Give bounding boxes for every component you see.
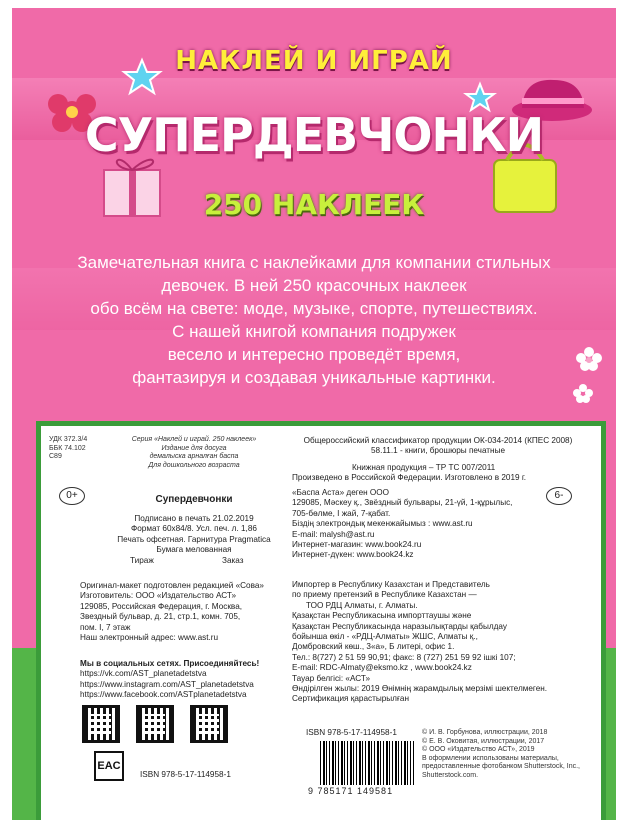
importer-line: Қазақстан Республикасына импорттаушы және (292, 611, 472, 621)
social-link[interactable]: https://www.instagram.com/AST_planetadetstva (80, 679, 254, 689)
udk-line: С89 (49, 453, 62, 461)
importer-line: по приему претензий в Республике Казахстан — (292, 590, 477, 600)
copyright-line: Shutterstock.com. (422, 771, 479, 779)
flower-icon (567, 338, 611, 408)
tr-block (292, 463, 592, 484)
book-title: СУПЕРДЕВЧОНКИ (84, 108, 544, 162)
baspa-line: Біздің электрондық мекенжайымыз : www.ast.ru (292, 519, 473, 529)
copyright-line: © ООО «Издательство АСТ», 2019 (422, 746, 535, 754)
publisher-line: Звездный бульвар, д. 21, стр.1, комн. 705, (80, 612, 241, 622)
importer-line: Сертификация қарастырылған (292, 694, 410, 704)
social-link[interactable]: https://www.facebook.com/ASTplanetadetstva (80, 690, 247, 700)
description-line: С нашей книгой компания подружек (172, 322, 456, 341)
baspa-line: Интернет-дүкен: www.book24.kz (292, 550, 414, 560)
importer-line: Тел.: 8(727) 2 51 59 90,91; факс: 8 (727) 251 59 92 ішкі 107; (292, 652, 516, 662)
age-note: Для дошкольного возраста (148, 461, 240, 469)
social-link[interactable]: https://vk.com/AST_planetadetstva (80, 669, 207, 679)
publisher-line: пом. I, 7 этаж (80, 622, 131, 632)
publisher-line: 129085, Российская Федерация, г. Москва, (80, 601, 243, 611)
udk-line: УДК 372.3/4 (49, 436, 88, 443)
imprint-book-title: Супердевчонки (155, 494, 233, 505)
copyright-line: © И. В. Горбунова, иллюстрации, 2018 (422, 729, 548, 736)
baspa-block (292, 488, 542, 561)
isbn-left: ISBN 978-5-17-114958-1 (140, 770, 231, 779)
print-line: Формат 60x84/8. Усл. печ. л. 1,86 (131, 524, 257, 534)
isbn-right: ISBN 978-5-17-114958-1 (306, 728, 397, 737)
description (42, 251, 586, 389)
copyright-block (422, 729, 592, 781)
print-line: Печать офсетная. Гарнитура Pragmatica (117, 534, 271, 544)
baspa-line: 129085, Мәскеу қ., Звёздный бульвары, 21-үй, 1-құрылыс, (292, 498, 513, 508)
copyright-line: В оформлении использованы материалы, (422, 754, 559, 762)
baspa-line: Интернет-магазин: www.book24.ru (292, 540, 422, 550)
book-back-cover (12, 8, 616, 820)
publisher-line: Оригинал-макет подготовлен редакцией «Сова» (80, 581, 264, 590)
description-line: весело и интересно проведёт время, (167, 345, 461, 364)
okp-line: Общероссийский классификатор продукции ОК-034-2014 (КПЕС 2008) (303, 436, 573, 445)
edition-block (108, 436, 280, 470)
udk-block (49, 436, 87, 462)
baspa-line: E-mail: malysh@ast.ru (292, 529, 375, 539)
edition-line: демалыска арналған баспа (149, 453, 239, 461)
barcode (320, 741, 414, 785)
social-block (80, 659, 300, 701)
okp-line: 58.11.1 - книги, брошюры печатные (370, 446, 506, 456)
importer-line: Импортер в Республику Казахстан и Представитель (292, 580, 490, 589)
eac-mark: EAC (94, 751, 124, 781)
okp-block (288, 436, 588, 457)
copyright-line: © Е. В. Оковитая, иллюстрации, 2017 (422, 737, 545, 745)
barcode-digits: 9 785171 149581 (308, 786, 394, 796)
importer-line: Қазақстан Республикасында наразылықтарды қабылдау (292, 621, 507, 631)
social-title: Мы в социальных сетях. Присоединяйтесь! (80, 659, 260, 668)
importer-line: Тауар белгісі: «АСТ» (292, 673, 371, 683)
series-label: НАКЛЕЙ И ИГРАЙ (175, 46, 453, 76)
baspa-line: 705-бөлме, I жай, 7-қабат. (292, 508, 391, 518)
description-line: фантазируя и создавая уникальные картинки. (132, 368, 496, 387)
baspa-line: «Баспа Аста» деген ООО (292, 488, 390, 497)
age-rating-badge: 6- (546, 487, 572, 505)
publisher-block (80, 581, 290, 643)
description-line: девочек. В ней 250 красочных наклеек (161, 276, 467, 295)
sticker-count: 250 НАКЛЕЕК (203, 188, 425, 221)
age-rating-badge: 0+ (59, 487, 85, 505)
qr-code-icon (136, 705, 174, 743)
star-icon (466, 84, 494, 110)
tr-line: Произведено в Российской Федерации. Изготовлено в 2019 г. (292, 473, 527, 483)
edition-line: Издание для досуга (161, 444, 227, 452)
print-line: Бумага мелованная (156, 545, 232, 555)
tr-line: Книжная продукция – ТР ТС 007/2011 (352, 463, 496, 472)
series-line: Серия «Наклей и играй. 250 наклеек» (131, 436, 257, 443)
importer-line: Өндірілген жылы: 2019 Өнімнің жарамдылық мерзімі шектелмеген. (292, 684, 548, 694)
tirazh-label: Тираж (130, 556, 154, 565)
publisher-line: Наш электронный адрес: www.ast.ru (80, 633, 219, 643)
print-line: Подписано в печать 21.02.2019 (134, 514, 254, 523)
importer-line: Домбровский көш., 3«а», Б литері, офис 1. (292, 642, 455, 652)
publisher-line: Изготовитель: ООО «Издательство АСТ» (80, 591, 237, 601)
qr-code-icon (82, 705, 120, 743)
importer-line: бойынша өкіл - «РДЦ-Алматы» ЖШС, Алматы қ., (292, 632, 478, 642)
description-line: Замечательная книга с наклейками для компании стильных (77, 253, 551, 272)
zakaz-label: Заказ (222, 556, 244, 565)
qr-code-icon (190, 705, 228, 743)
importer-line: ТОО РДЦ Алматы, г. Алматы. (306, 600, 418, 610)
importer-line: E-mail: RDC-Almaty@eksmo.kz , www.book24.kz (292, 663, 472, 673)
print-block (108, 514, 280, 556)
description-line: обо всём на свете: моде, музыке, спорте, путешествиях. (90, 299, 538, 318)
udk-line: ББК 74.102 (49, 444, 86, 452)
copyright-line: предоставленные фотобанком Shutterstock, Inc., (422, 763, 580, 771)
importer-block (292, 580, 594, 705)
